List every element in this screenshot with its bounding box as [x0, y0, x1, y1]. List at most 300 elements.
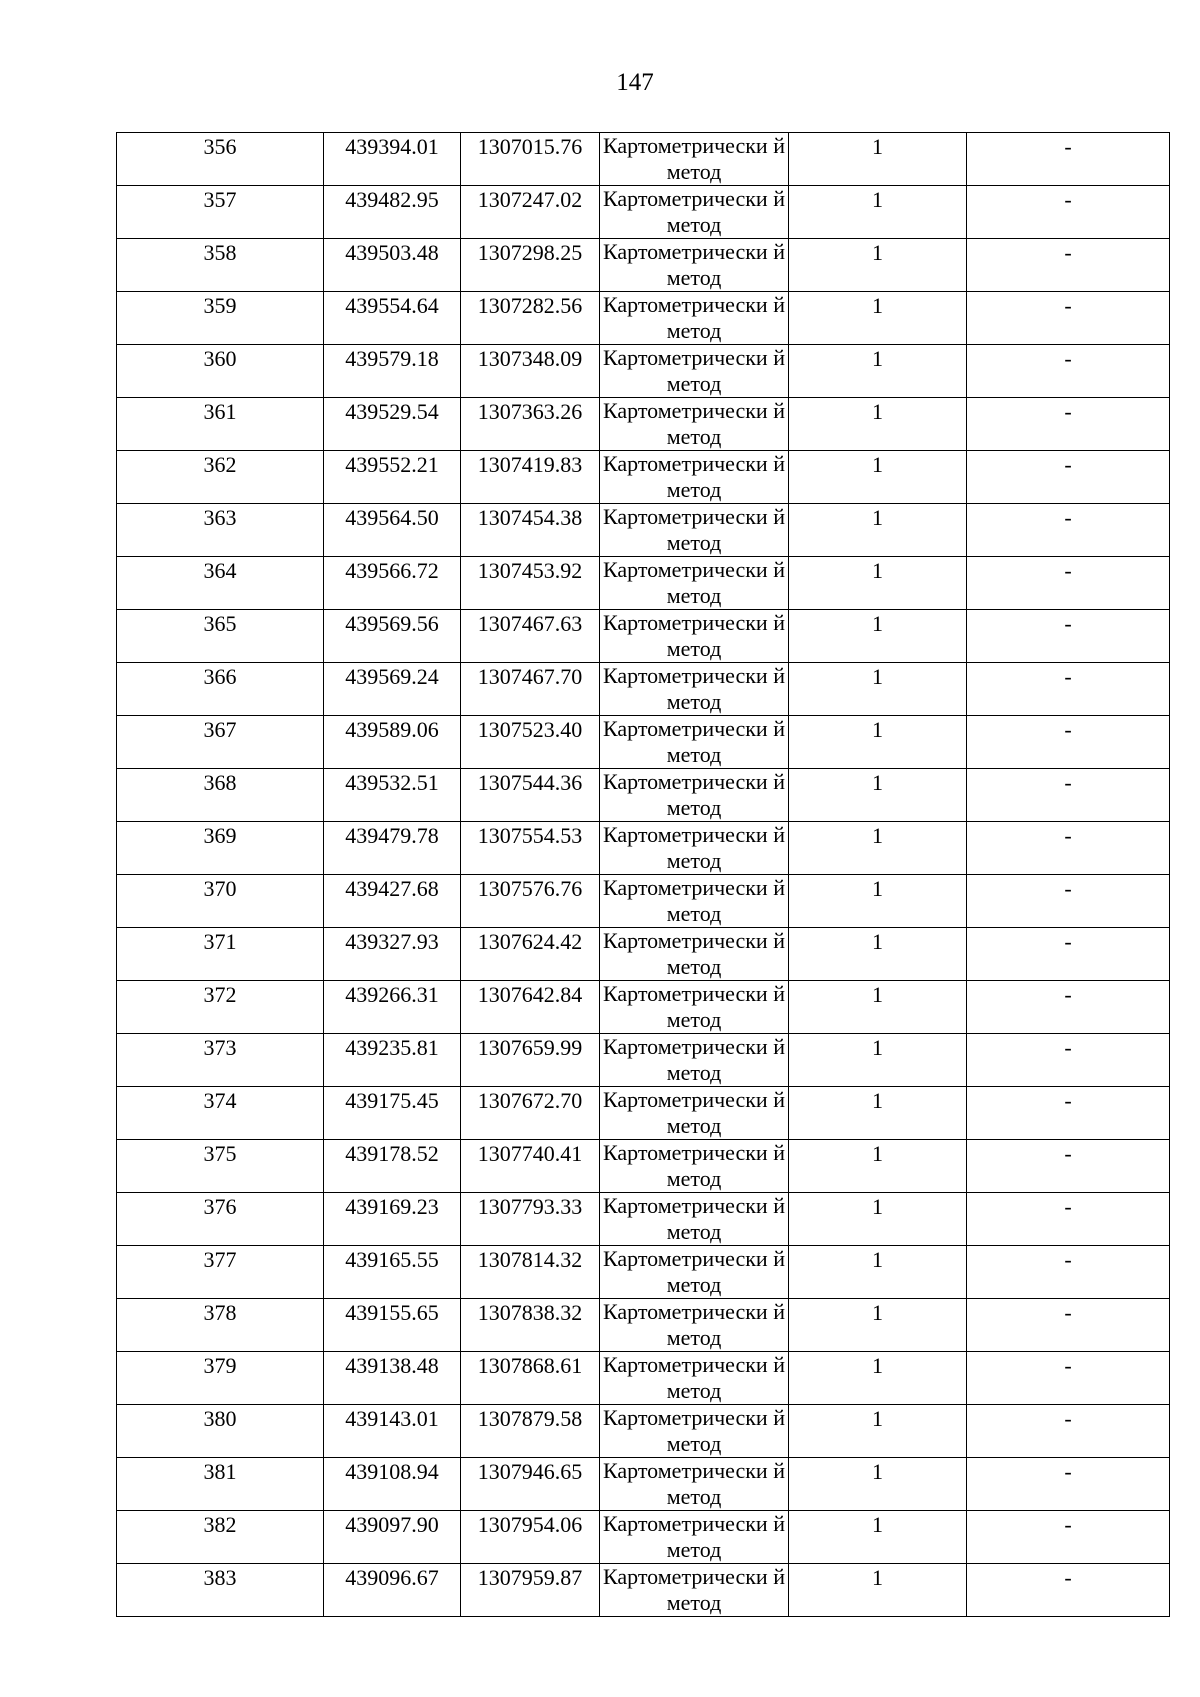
point-number-cell: [117, 1246, 324, 1299]
x-coordinate-cell-text: 439394.01: [345, 134, 439, 159]
x-coordinate-cell-text: 439169.23: [345, 1194, 439, 1219]
y-coordinate-cell-text: 1307959.87: [477, 1565, 583, 1590]
y-coordinate-cell: [461, 822, 600, 875]
accuracy-cell: [789, 663, 967, 716]
note-cell: [967, 1352, 1170, 1405]
point-number-cell: [117, 928, 324, 981]
point-number-cell: [117, 1034, 324, 1087]
method-cell: [600, 1299, 789, 1352]
note-cell-text: -: [1064, 1194, 1072, 1219]
method-cell-text: Картометрически й метод: [603, 451, 785, 502]
note-cell: [967, 133, 1170, 186]
accuracy-cell-text: 1: [872, 1406, 883, 1431]
note-cell: [967, 822, 1170, 875]
point-number-cell-text: 365: [203, 611, 237, 636]
table-row: [117, 1087, 1170, 1140]
table-row: [117, 1140, 1170, 1193]
note-cell: [967, 1299, 1170, 1352]
method-cell-text: Картометрически й метод: [603, 186, 785, 237]
point-number-cell-text: 364: [203, 558, 237, 583]
method-cell-text: Картометрически й метод: [603, 928, 785, 979]
point-number-cell-text: 360: [203, 346, 237, 371]
method-cell-text: Картометрически й метод: [603, 1034, 785, 1085]
accuracy-cell-text: 1: [872, 399, 883, 424]
x-coordinate-cell-text: 439566.72: [345, 558, 439, 583]
method-cell: [600, 1564, 789, 1617]
x-coordinate-cell: [324, 981, 461, 1034]
point-number-cell: [117, 769, 324, 822]
method-cell: [600, 1458, 789, 1511]
x-coordinate-cell-text: 439564.50: [345, 505, 439, 530]
accuracy-cell: [789, 1193, 967, 1246]
note-cell: [967, 981, 1170, 1034]
accuracy-cell: [789, 557, 967, 610]
accuracy-cell: [789, 451, 967, 504]
accuracy-cell: [789, 981, 967, 1034]
y-coordinate-cell-text: 1307576.76: [477, 876, 583, 901]
accuracy-cell: [789, 1405, 967, 1458]
accuracy-cell: [789, 186, 967, 239]
accuracy-cell-text: 1: [872, 1459, 883, 1484]
x-coordinate-cell: [324, 398, 461, 451]
y-coordinate-cell: [461, 133, 600, 186]
y-coordinate-cell: [461, 1352, 600, 1405]
point-number-cell-text: 377: [203, 1247, 237, 1272]
x-coordinate-cell: [324, 1034, 461, 1087]
y-coordinate-cell: [461, 769, 600, 822]
x-coordinate-cell-text: 439552.21: [345, 452, 439, 477]
accuracy-cell: [789, 345, 967, 398]
point-number-cell: [117, 716, 324, 769]
method-cell: [600, 345, 789, 398]
point-number-cell-text: 381: [203, 1459, 237, 1484]
y-coordinate-cell: [461, 1034, 600, 1087]
accuracy-cell-text: 1: [872, 1194, 883, 1219]
note-cell: [967, 557, 1170, 610]
accuracy-cell: [789, 716, 967, 769]
x-coordinate-cell-text: 439266.31: [345, 982, 439, 1007]
note-cell: [967, 928, 1170, 981]
y-coordinate-cell-text: 1307523.40: [477, 717, 583, 742]
x-coordinate-cell-text: 439235.81: [345, 1035, 439, 1060]
method-cell-text: Картометрически й метод: [603, 398, 785, 449]
x-coordinate-cell-text: 439138.48: [345, 1353, 439, 1378]
y-coordinate-cell: [461, 1458, 600, 1511]
y-coordinate-cell-text: 1307282.56: [477, 293, 583, 318]
note-cell-text: -: [1064, 134, 1072, 159]
table-row: [117, 1352, 1170, 1405]
point-number-cell-text: 358: [203, 240, 237, 265]
y-coordinate-cell: [461, 451, 600, 504]
y-coordinate-cell-text: 1307544.36: [477, 770, 583, 795]
method-cell-text: Картометрически й метод: [603, 1140, 785, 1191]
x-coordinate-cell: [324, 557, 461, 610]
method-cell: [600, 1405, 789, 1458]
note-cell: [967, 1140, 1170, 1193]
x-coordinate-cell-text: 439569.24: [345, 664, 439, 689]
note-cell: [967, 1564, 1170, 1617]
note-cell: [967, 186, 1170, 239]
y-coordinate-cell-text: 1307467.70: [477, 664, 583, 689]
x-coordinate-cell: [324, 1564, 461, 1617]
accuracy-cell-text: 1: [872, 1300, 883, 1325]
x-coordinate-cell: [324, 1458, 461, 1511]
y-coordinate-cell-text: 1307740.41: [477, 1141, 583, 1166]
table-row: [117, 239, 1170, 292]
y-coordinate-cell: [461, 1564, 600, 1617]
accuracy-cell-text: 1: [872, 293, 883, 318]
point-number-cell: [117, 345, 324, 398]
point-number-cell: [117, 610, 324, 663]
x-coordinate-cell-text: 439178.52: [345, 1141, 439, 1166]
y-coordinate-cell: [461, 186, 600, 239]
accuracy-cell-text: 1: [872, 505, 883, 530]
y-coordinate-cell-text: 1307659.99: [477, 1035, 583, 1060]
point-number-cell: [117, 1193, 324, 1246]
accuracy-cell-text: 1: [872, 664, 883, 689]
note-cell-text: -: [1064, 1141, 1072, 1166]
point-number-cell-text: 368: [203, 770, 237, 795]
note-cell-text: -: [1064, 823, 1072, 848]
point-number-cell-text: 380: [203, 1406, 237, 1431]
note-cell: [967, 292, 1170, 345]
y-coordinate-cell-text: 1307348.09: [477, 346, 583, 371]
method-cell: [600, 1511, 789, 1564]
accuracy-cell: [789, 1352, 967, 1405]
table-row: [117, 610, 1170, 663]
y-coordinate-cell-text: 1307298.25: [477, 240, 583, 265]
method-cell-text: Картометрически й метод: [603, 610, 785, 661]
y-coordinate-cell: [461, 875, 600, 928]
method-cell-text: Картометрически й метод: [603, 663, 785, 714]
note-cell-text: -: [1064, 1035, 1072, 1060]
point-number-cell: [117, 239, 324, 292]
note-cell-text: -: [1064, 611, 1072, 636]
note-cell: [967, 1193, 1170, 1246]
table-row: [117, 1193, 1170, 1246]
accuracy-cell-text: 1: [872, 134, 883, 159]
note-cell: [967, 1405, 1170, 1458]
table-row: [117, 504, 1170, 557]
table-row: [117, 1034, 1170, 1087]
table-row: [117, 1299, 1170, 1352]
method-cell: [600, 663, 789, 716]
point-number-cell-text: 382: [203, 1512, 237, 1537]
y-coordinate-cell: [461, 292, 600, 345]
accuracy-cell: [789, 292, 967, 345]
point-number-cell: [117, 451, 324, 504]
point-number-cell: [117, 875, 324, 928]
point-number-cell: [117, 1087, 324, 1140]
point-number-cell-text: 373: [203, 1035, 237, 1060]
method-cell-text: Картометрически й метод: [603, 822, 785, 873]
method-cell: [600, 239, 789, 292]
note-cell-text: -: [1064, 1088, 1072, 1113]
y-coordinate-cell: [461, 345, 600, 398]
y-coordinate-cell: [461, 557, 600, 610]
y-coordinate-cell: [461, 716, 600, 769]
x-coordinate-cell-text: 439108.94: [345, 1459, 439, 1484]
method-cell: [600, 398, 789, 451]
x-coordinate-cell: [324, 1140, 461, 1193]
note-cell-text: -: [1064, 1300, 1072, 1325]
table-row: [117, 663, 1170, 716]
method-cell: [600, 133, 789, 186]
method-cell: [600, 186, 789, 239]
note-cell-text: -: [1064, 399, 1072, 424]
note-cell-text: -: [1064, 876, 1072, 901]
method-cell: [600, 875, 789, 928]
y-coordinate-cell: [461, 398, 600, 451]
y-coordinate-cell: [461, 1140, 600, 1193]
note-cell-text: -: [1064, 346, 1072, 371]
method-cell: [600, 981, 789, 1034]
y-coordinate-cell-text: 1307419.83: [477, 452, 583, 477]
method-cell-text: Картометрически й метод: [603, 557, 785, 608]
x-coordinate-cell: [324, 292, 461, 345]
method-cell-text: Картометрически й метод: [603, 716, 785, 767]
y-coordinate-cell-text: 1307868.61: [477, 1353, 583, 1378]
table-row: [117, 1511, 1170, 1564]
y-coordinate-cell-text: 1307363.26: [477, 399, 583, 424]
table-row: [117, 1458, 1170, 1511]
method-cell-text: Картометрически й метод: [603, 1458, 785, 1509]
method-cell-text: Картометрически й метод: [603, 1299, 785, 1350]
note-cell-text: -: [1064, 452, 1072, 477]
point-number-cell-text: 372: [203, 982, 237, 1007]
table-row: [117, 716, 1170, 769]
x-coordinate-cell-text: 439479.78: [345, 823, 439, 848]
accuracy-cell-text: 1: [872, 558, 883, 583]
y-coordinate-cell: [461, 1405, 600, 1458]
method-cell-text: Картометрически й метод: [603, 292, 785, 343]
method-cell: [600, 716, 789, 769]
accuracy-cell-text: 1: [872, 1565, 883, 1590]
note-cell-text: -: [1064, 505, 1072, 530]
accuracy-cell-text: 1: [872, 452, 883, 477]
table-row: [117, 345, 1170, 398]
accuracy-cell: [789, 1564, 967, 1617]
method-cell: [600, 1087, 789, 1140]
method-cell-text: Картометрически й метод: [603, 1246, 785, 1297]
accuracy-cell-text: 1: [872, 770, 883, 795]
y-coordinate-cell: [461, 928, 600, 981]
accuracy-cell: [789, 1511, 967, 1564]
table-row: [117, 292, 1170, 345]
y-coordinate-cell-text: 1307672.70: [477, 1088, 583, 1113]
x-coordinate-cell-text: 439143.01: [345, 1406, 439, 1431]
x-coordinate-cell: [324, 769, 461, 822]
point-number-cell: [117, 504, 324, 557]
note-cell-text: -: [1064, 717, 1072, 742]
point-number-cell-text: 363: [203, 505, 237, 530]
x-coordinate-cell: [324, 716, 461, 769]
table-row: [117, 822, 1170, 875]
point-number-cell-text: 366: [203, 664, 237, 689]
accuracy-cell: [789, 1087, 967, 1140]
x-coordinate-cell: [324, 822, 461, 875]
method-cell: [600, 292, 789, 345]
table-row: [117, 875, 1170, 928]
note-cell: [967, 398, 1170, 451]
x-coordinate-cell: [324, 928, 461, 981]
x-coordinate-cell: [324, 1405, 461, 1458]
point-number-cell-text: 356: [203, 134, 237, 159]
note-cell: [967, 1246, 1170, 1299]
point-number-cell: [117, 292, 324, 345]
table-row: [117, 398, 1170, 451]
point-number-cell-text: 370: [203, 876, 237, 901]
method-cell-text: Картометрически й метод: [603, 239, 785, 290]
note-cell-text: -: [1064, 929, 1072, 954]
accuracy-cell-text: 1: [872, 187, 883, 212]
x-coordinate-cell: [324, 1193, 461, 1246]
accuracy-cell: [789, 928, 967, 981]
method-cell-text: Картометрически й метод: [603, 769, 785, 820]
note-cell-text: -: [1064, 1353, 1072, 1378]
coordinates-table-body: [117, 133, 1170, 1617]
point-number-cell: [117, 1299, 324, 1352]
y-coordinate-cell: [461, 610, 600, 663]
method-cell: [600, 1140, 789, 1193]
x-coordinate-cell: [324, 663, 461, 716]
x-coordinate-cell: [324, 239, 461, 292]
point-number-cell: [117, 186, 324, 239]
accuracy-cell-text: 1: [872, 717, 883, 742]
method-cell: [600, 504, 789, 557]
note-cell-text: -: [1064, 982, 1072, 1007]
accuracy-cell: [789, 769, 967, 822]
note-cell-text: -: [1064, 1406, 1072, 1431]
method-cell: [600, 1352, 789, 1405]
point-number-cell: [117, 981, 324, 1034]
point-number-cell-text: 362: [203, 452, 237, 477]
method-cell: [600, 1034, 789, 1087]
y-coordinate-cell-text: 1307814.32: [477, 1247, 583, 1272]
note-cell: [967, 875, 1170, 928]
note-cell-text: -: [1064, 1459, 1072, 1484]
x-coordinate-cell: [324, 504, 461, 557]
method-cell-text: Картометрически й метод: [603, 1087, 785, 1138]
x-coordinate-cell: [324, 1352, 461, 1405]
accuracy-cell-text: 1: [872, 346, 883, 371]
note-cell: [967, 716, 1170, 769]
method-cell-text: Картометрически й метод: [603, 1193, 785, 1244]
y-coordinate-cell: [461, 1246, 600, 1299]
accuracy-cell: [789, 1458, 967, 1511]
method-cell-text: Картометрически й метод: [603, 1511, 785, 1562]
point-number-cell: [117, 1405, 324, 1458]
point-number-cell-text: 378: [203, 1300, 237, 1325]
accuracy-cell: [789, 239, 967, 292]
method-cell-text: Картометрически й метод: [603, 133, 785, 184]
y-coordinate-cell-text: 1307247.02: [477, 187, 583, 212]
point-number-cell-text: 367: [203, 717, 237, 742]
point-number-cell-text: 359: [203, 293, 237, 318]
note-cell-text: -: [1064, 664, 1072, 689]
note-cell-text: -: [1064, 558, 1072, 583]
y-coordinate-cell: [461, 1087, 600, 1140]
method-cell: [600, 769, 789, 822]
note-cell-text: -: [1064, 1512, 1072, 1537]
note-cell: [967, 769, 1170, 822]
method-cell-text: Картометрически й метод: [603, 981, 785, 1032]
note-cell: [967, 663, 1170, 716]
accuracy-cell-text: 1: [872, 929, 883, 954]
note-cell: [967, 504, 1170, 557]
x-coordinate-cell-text: 439529.54: [345, 399, 439, 424]
x-coordinate-cell-text: 439532.51: [345, 770, 439, 795]
method-cell: [600, 822, 789, 875]
x-coordinate-cell-text: 439482.95: [345, 187, 439, 212]
x-coordinate-cell: [324, 875, 461, 928]
accuracy-cell-text: 1: [872, 823, 883, 848]
table-row: [117, 186, 1170, 239]
note-cell: [967, 451, 1170, 504]
note-cell-text: -: [1064, 187, 1072, 212]
x-coordinate-cell-text: 439175.45: [345, 1088, 439, 1113]
accuracy-cell-text: 1: [872, 1247, 883, 1272]
table-row: [117, 1564, 1170, 1617]
method-cell-text: Картометрически й метод: [603, 875, 785, 926]
point-number-cell-text: 375: [203, 1141, 237, 1166]
point-number-cell: [117, 1352, 324, 1405]
table-row: [117, 928, 1170, 981]
y-coordinate-cell-text: 1307454.38: [477, 505, 583, 530]
point-number-cell: [117, 398, 324, 451]
accuracy-cell: [789, 504, 967, 557]
table-row: [117, 451, 1170, 504]
y-coordinate-cell-text: 1307015.76: [477, 134, 583, 159]
accuracy-cell-text: 1: [872, 876, 883, 901]
x-coordinate-cell: [324, 1299, 461, 1352]
accuracy-cell: [789, 1299, 967, 1352]
x-coordinate-cell-text: 439165.55: [345, 1247, 439, 1272]
method-cell-text: Картометрически й метод: [603, 345, 785, 396]
note-cell: [967, 345, 1170, 398]
accuracy-cell-text: 1: [872, 1512, 883, 1537]
accuracy-cell: [789, 133, 967, 186]
accuracy-cell-text: 1: [872, 1088, 883, 1113]
accuracy-cell: [789, 1140, 967, 1193]
note-cell: [967, 1087, 1170, 1140]
x-coordinate-cell-text: 439096.67: [345, 1565, 439, 1590]
x-coordinate-cell: [324, 345, 461, 398]
point-number-cell: [117, 1511, 324, 1564]
y-coordinate-cell-text: 1307946.65: [477, 1459, 583, 1484]
accuracy-cell-text: 1: [872, 611, 883, 636]
note-cell-text: -: [1064, 240, 1072, 265]
x-coordinate-cell: [324, 1246, 461, 1299]
note-cell-text: -: [1064, 293, 1072, 318]
point-number-cell: [117, 133, 324, 186]
x-coordinate-cell-text: 439097.90: [345, 1512, 439, 1537]
method-cell-text: Картометрически й метод: [603, 1564, 785, 1615]
y-coordinate-cell-text: 1307624.42: [477, 929, 583, 954]
y-coordinate-cell-text: 1307642.84: [477, 982, 583, 1007]
y-coordinate-cell-text: 1307793.33: [477, 1194, 583, 1219]
point-number-cell-text: 376: [203, 1194, 237, 1219]
table-row: [117, 557, 1170, 610]
x-coordinate-cell-text: 439554.64: [345, 293, 439, 318]
y-coordinate-cell-text: 1307554.53: [477, 823, 583, 848]
x-coordinate-cell: [324, 610, 461, 663]
note-cell: [967, 1034, 1170, 1087]
method-cell-text: Картометрически й метод: [603, 504, 785, 555]
note-cell-text: -: [1064, 770, 1072, 795]
point-number-cell-text: 361: [203, 399, 237, 424]
point-number-cell-text: 369: [203, 823, 237, 848]
